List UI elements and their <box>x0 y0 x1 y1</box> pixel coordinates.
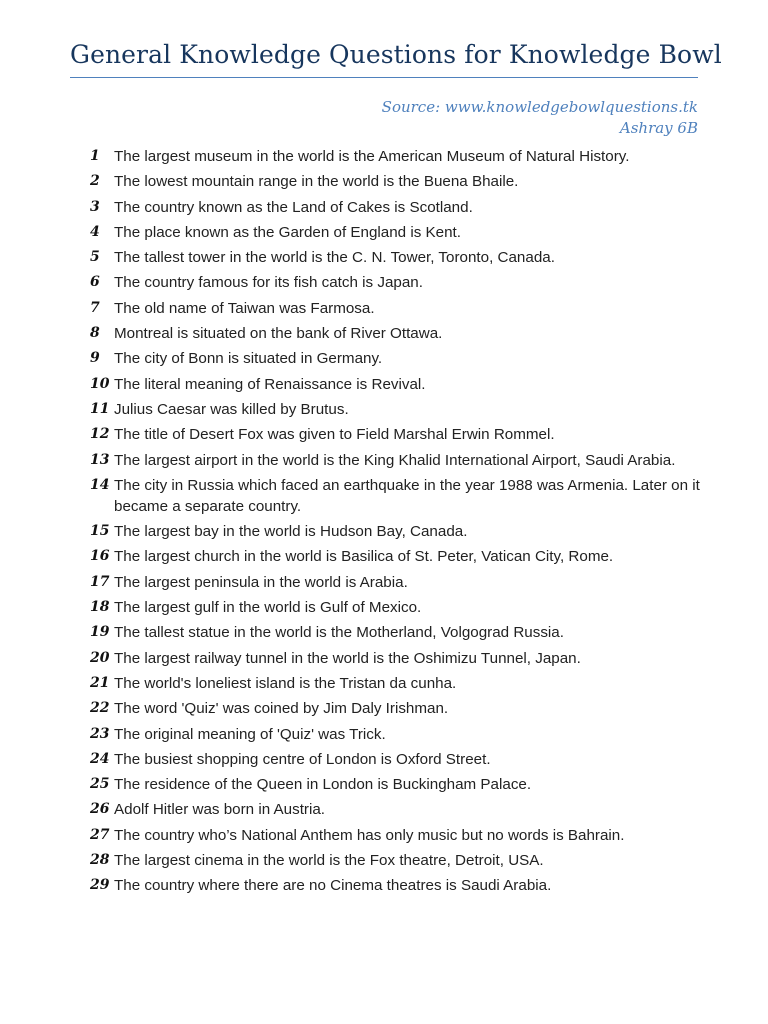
item-text: The busiest shopping centre of London is Oxford Street. <box>114 750 491 768</box>
item-text: The largest cinema in the world is the Fox theatre, Detroit, USA. <box>114 852 544 870</box>
list-item <box>90 875 705 896</box>
item-text: The largest airport in the world is the King Khalid International Airport, Saudi Arabia. <box>114 451 676 469</box>
list-item <box>90 799 705 820</box>
item-text: The original meaning of 'Quiz' was Trick. <box>114 725 386 743</box>
list-item <box>90 222 705 243</box>
list-item <box>90 450 705 471</box>
list-item <box>90 197 705 218</box>
item-text: The country known as the Land of Cakes is Scotland. <box>114 198 473 216</box>
list-item <box>90 247 705 268</box>
list-item <box>90 749 705 770</box>
item-text: The largest museum in the world is the American Museum of Natural History. <box>114 148 630 165</box>
list-item <box>90 146 705 167</box>
item-text: The tallest statue in the world is the Motherland, Volgograd Russia. <box>114 624 564 642</box>
item-number: 22 <box>90 700 110 717</box>
item-text: The old name of Taiwan was Farmosa. <box>114 299 375 317</box>
item-number: 10 <box>90 375 110 392</box>
item-number: 15 <box>90 523 110 540</box>
list-item <box>90 724 705 745</box>
list-item <box>90 399 705 420</box>
list-item <box>90 424 705 445</box>
item-text: The word 'Quiz' was coined by Jim Daly Irishman. <box>114 700 449 718</box>
item-text: The world's loneliest island is the Tristan da cunha. <box>114 674 457 692</box>
item-number: 8 <box>90 325 100 342</box>
item-number: 19 <box>90 624 110 641</box>
item-text: The largest church in the world is Basilica of St. Peter, Vatican City, Rome. <box>114 548 614 566</box>
item-number: 12 <box>90 426 110 443</box>
item-number: 6 <box>90 274 100 291</box>
author-line: Ashray 6B <box>619 119 698 137</box>
item-text: The largest railway tunnel in the world is the Oshimizu Tunnel, Japan. <box>114 649 581 667</box>
item-number: 11 <box>90 400 110 417</box>
list-item <box>90 648 705 669</box>
item-text: The country who’s National Anthem has only music but no words is Bahrain. <box>114 826 625 844</box>
item-number: 20 <box>90 649 110 666</box>
list-item <box>90 348 705 369</box>
item-text: The title of Desert Fox was given to Field Marshal Erwin Rommel. <box>114 426 555 444</box>
list-item <box>90 572 705 593</box>
item-number: 2 <box>90 173 100 190</box>
item-number: 9 <box>90 350 100 367</box>
page-title: General Knowledge Questions for Knowledge Bowl <box>70 40 722 69</box>
item-number: 3 <box>90 198 100 215</box>
item-text: The largest gulf in the world is Gulf of Mexico. <box>114 599 422 617</box>
item-number: 23 <box>90 725 110 742</box>
item-text: The literal meaning of Renaissance is Revival. <box>114 375 426 393</box>
list-item <box>90 597 705 618</box>
item-text: The city in Russia which faced an earthquake in the year 1988 was Armenia. Later on it became a separate country. <box>114 476 700 515</box>
item-number: 26 <box>90 801 110 818</box>
item-number: 16 <box>90 548 110 565</box>
source-block <box>382 97 698 139</box>
item-text: Julius Caesar was killed by Brutus. <box>114 400 349 418</box>
item-text: The place known as the Garden of England is Kent. <box>114 223 461 241</box>
item-text: Montreal is situated on the bank of River Ottawa. <box>114 325 443 343</box>
item-text: The country famous for its fish catch is Japan. <box>114 274 423 292</box>
item-number: 1 <box>90 148 100 164</box>
item-text: The lowest mountain range in the world is the Buena Bhaile. <box>114 173 519 191</box>
item-text: The largest peninsula in the world is Arabia. <box>114 573 408 591</box>
list-item <box>90 272 705 293</box>
list-item <box>90 774 705 795</box>
list-item <box>90 850 705 871</box>
list-item <box>90 825 705 846</box>
item-number: 29 <box>90 877 110 894</box>
list-item <box>90 374 705 395</box>
item-number: 18 <box>90 599 110 616</box>
item-text: The country where there are no Cinema theatres is Saudi Arabia. <box>114 877 552 895</box>
item-number: 25 <box>90 776 110 793</box>
fact-list <box>90 146 705 901</box>
list-item <box>90 521 705 542</box>
list-item <box>90 673 705 694</box>
title-underline <box>70 77 698 78</box>
item-number: 13 <box>90 451 110 468</box>
list-item <box>90 171 705 192</box>
item-number: 27 <box>90 826 110 843</box>
list-item <box>90 546 705 567</box>
item-text: The tallest tower in the world is the C. N. Tower, Toronto, Canada. <box>114 249 555 267</box>
item-text: The residence of the Queen in London is Buckingham Palace. <box>114 776 532 794</box>
list-item <box>90 475 705 517</box>
item-text: The city of Bonn is situated in Germany. <box>114 350 383 368</box>
item-text: The largest bay in the world is Hudson Bay, Canada. <box>114 523 468 541</box>
list-item <box>90 622 705 643</box>
source-line: Source: www.knowledgebowlquestions.tk <box>381 98 698 116</box>
item-number: 28 <box>90 852 110 869</box>
item-number: 24 <box>90 750 110 767</box>
item-number: 17 <box>90 573 110 590</box>
item-number: 21 <box>90 674 110 691</box>
item-number: 14 <box>90 476 110 493</box>
item-number: 4 <box>90 223 100 240</box>
list-item <box>90 323 705 344</box>
list-item <box>90 298 705 319</box>
item-number: 5 <box>90 249 100 266</box>
item-number: 7 <box>90 299 100 316</box>
item-text: Adolf Hitler was born in Austria. <box>114 801 326 819</box>
list-item <box>90 698 705 719</box>
